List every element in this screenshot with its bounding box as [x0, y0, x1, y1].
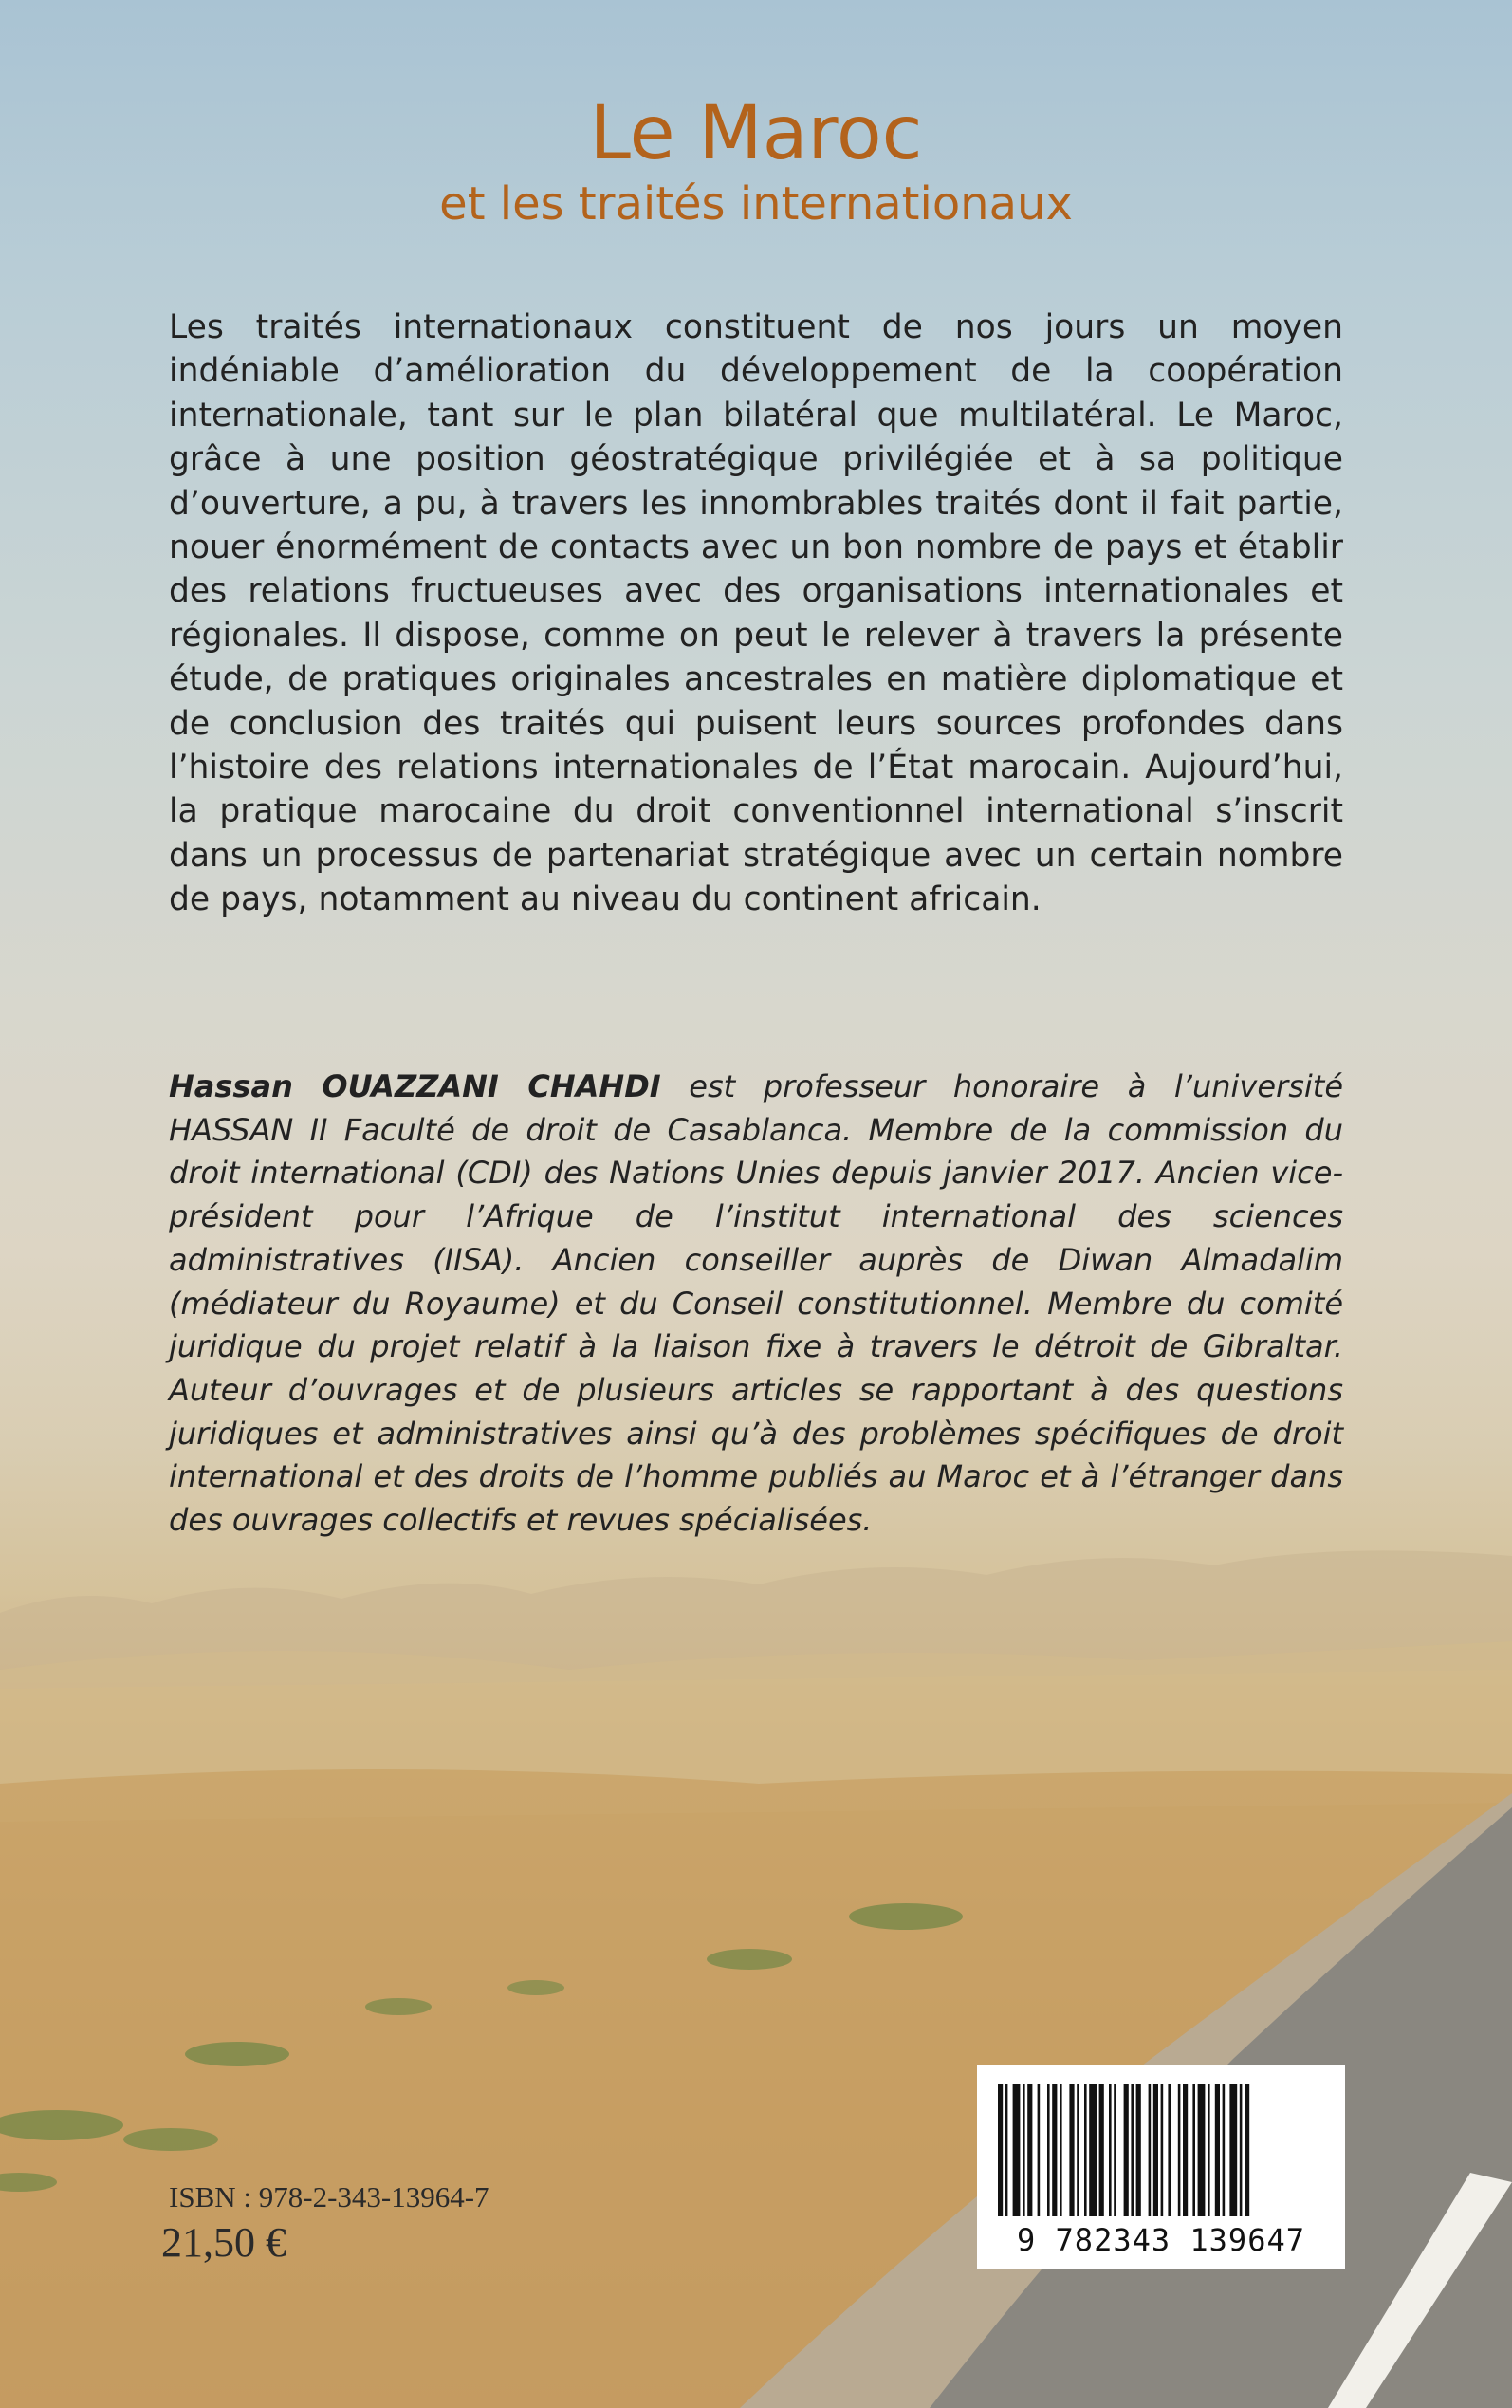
author-bio-text: est professeur honoraire à l’université HASSAN II Faculté de droit de Casablanca. Membre de la commission du droit international (CDI) des Nations Unies depuis janvier 2017. Ancien vice-président pour l’Afrique de l’institut international des sciences administratives (IISA). Ancien conseiller auprès de Diwan Almadalim (médiateur du Royaume) et du Conseil constitutionnel. Membre du comité juridique du projet relatif à la liaison fixe à travers le détroit de Gibraltar. Auteur d’ouvrages et de plusieurs articles se rapportant à des questions juridiques et administratives ainsi qu’à des problèmes spécifiques de droit international et des droits de l’homme publiés au Maroc et à l’étranger dans des ouvrages collectifs et revues spécialisées. — [169, 1068, 1343, 1539]
barcode-bar — [1060, 2084, 1062, 2216]
book-summary: Les traités internationaux constituent de nos jours un moyen indéniable d’amélioration du développement de la coopération internationale, tant sur le plan bilatéral que multilatéral. Le Maroc, grâce à une position géostratégique privilégiée et à sa politique d’ouverture, a pu, à travers les innombrables traités dont il fait partie, nouer énormément de contacts avec un bon nombre de pays et établir des relations fructueuses avec des organisations internationales et régionales. Il dispose, comme on peut le relever à travers la présente étude, de pratiques originales ancestrales en matière diplomatique et de conclusion des traités qui puisent leurs sources profondes dans l’histoire des relations internationales de l’État marocain. Aujourd’hui, la pratique marocaine du droit conventionnel international s’inscrit dans un processus de partenariat stratégique avec un certain nombre de pays, notamment au niveau du continent africain. — [169, 308, 1343, 919]
barcode-bar — [1215, 2084, 1220, 2216]
barcode-bar — [1149, 2084, 1152, 2216]
barcode-bar — [1208, 2084, 1210, 2216]
barcode-bar — [1013, 2084, 1021, 2216]
shrub — [185, 2042, 289, 2066]
barcode-bar — [1077, 2084, 1079, 2216]
shrub — [507, 1980, 564, 1995]
book-subtitle: et les traités internationaux — [439, 177, 1073, 231]
barcode-bar — [1005, 2084, 1008, 2216]
barcode-bar — [998, 2084, 1003, 2216]
barcode-bar — [1109, 2084, 1112, 2216]
shrub — [123, 2128, 218, 2151]
barcode-bar — [1023, 2084, 1025, 2216]
barcode-bar — [1183, 2084, 1188, 2216]
barcode-bar — [1161, 2084, 1164, 2216]
barcode-bar — [1223, 2084, 1226, 2216]
shrub — [707, 1949, 792, 1970]
barcode-bar — [1069, 2084, 1074, 2216]
barcode-bar — [1229, 2084, 1237, 2216]
shrub — [365, 1998, 432, 2015]
barcode-bar — [1114, 2084, 1116, 2216]
barcode-bar — [1192, 2084, 1195, 2216]
barcode-bar — [1124, 2084, 1129, 2216]
barcode-bar — [1047, 2084, 1050, 2216]
author-name: Hassan OUAZZANI CHAHDI — [169, 1068, 661, 1104]
isbn-label: ISBN : 978-2-343-13964-7 — [169, 2180, 489, 2214]
book-title: Le Maroc — [589, 91, 923, 176]
barcode-bar — [1198, 2084, 1206, 2216]
barcode-bar — [1136, 2084, 1141, 2216]
barcode-bar — [1153, 2084, 1158, 2216]
barcode-bar — [1245, 2084, 1249, 2216]
barcode-bar — [1089, 2084, 1097, 2216]
barcode-bar — [1168, 2084, 1171, 2216]
shrub — [849, 1903, 963, 1930]
price-label: 21,50 € — [161, 2219, 286, 2266]
barcode — [977, 2065, 1345, 2269]
barcode-bar — [1178, 2084, 1181, 2216]
barcode-bar — [1099, 2084, 1104, 2216]
author-biography — [169, 1065, 1343, 1543]
barcode-bar — [1027, 2084, 1032, 2216]
barcode-bar — [1084, 2084, 1087, 2216]
barcode-digits: 9 782343 139647 — [1017, 2222, 1305, 2258]
barcode-bar — [1052, 2084, 1057, 2216]
barcode-bar — [1240, 2084, 1243, 2216]
barcode-bar — [1038, 2084, 1041, 2216]
barcode-bar — [1131, 2084, 1134, 2216]
